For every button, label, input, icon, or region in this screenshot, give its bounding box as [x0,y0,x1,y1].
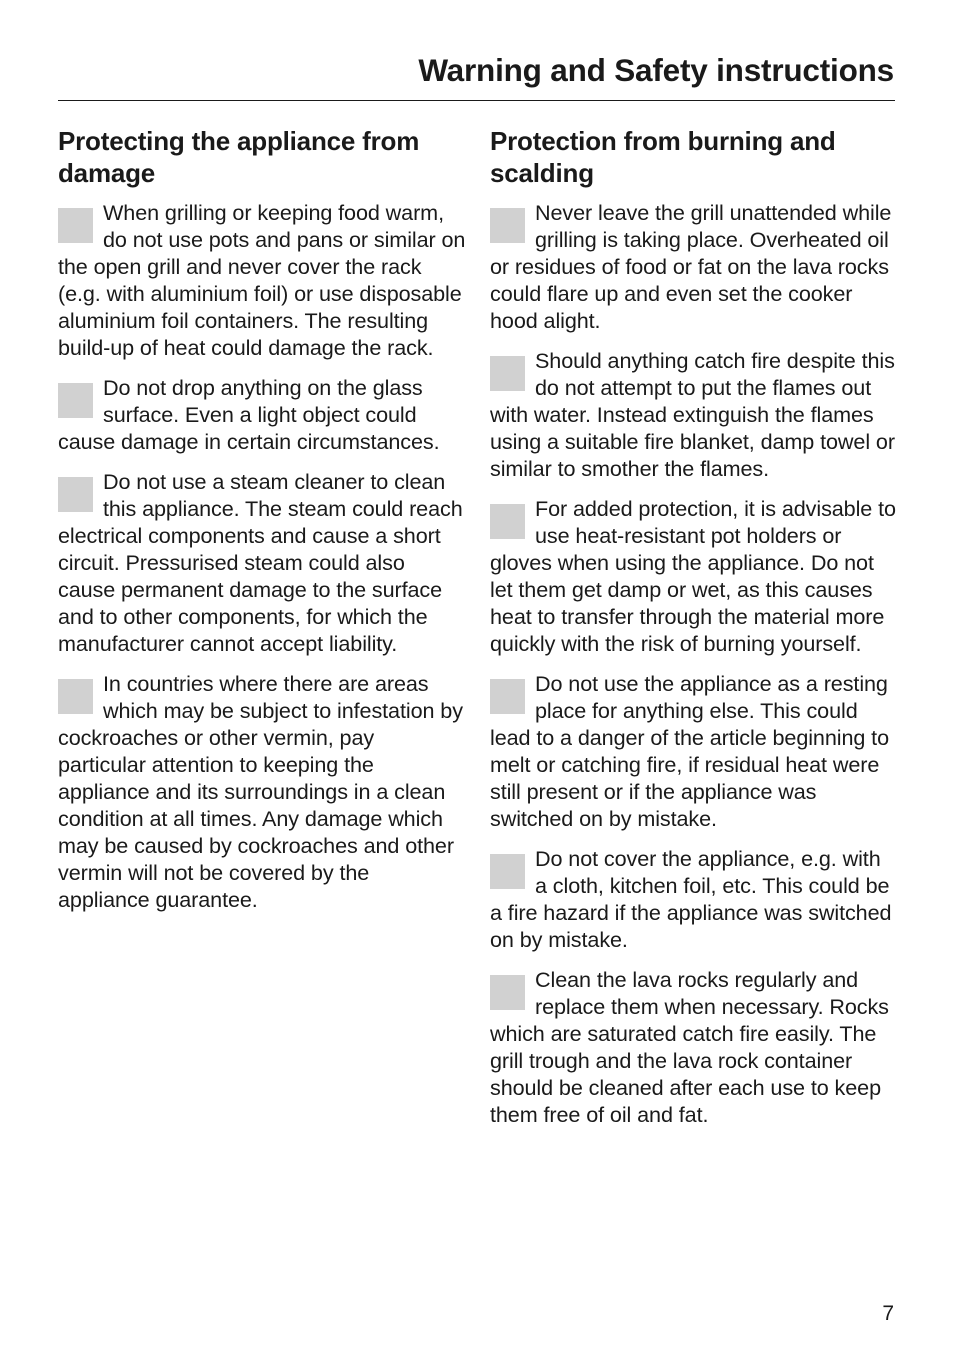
warning-text: Do not use a steam cleaner to clean this appliance. The steam could reach electrical components and cause a short circuit. Pressurised steam could also cause permanent damage to the surface and to other components, for which the manufacturer cannot accept liability. [58,469,463,656]
warning-marker-icon [58,679,93,714]
warning-text: Never leave the grill unattended while grilling is taking place. Overheated oil or residues of food or fat on the lava rocks could flare up and even set the cooker hood alight. [490,200,892,333]
title-divider [58,100,895,101]
warning-marker-icon [58,477,93,512]
right-column [490,125,898,1141]
warning-text: Do not use the appliance as a resting place for anything else. This could lead to a danger of the article beginning to melt or catching fire, if residual heat were still present or if the appliance was switched on by mistake. [490,671,889,831]
warning-marker-icon [490,356,525,391]
warning-text: Clean the lava rocks regularly and replace them when necessary. Rocks which are saturated catch fire easily. The grill trough and the lava rock container should be cleaned after each use to keep them free of oil and fat. [490,967,889,1127]
section-heading-damage: Protecting the appliance from damage [58,126,420,188]
warning-item [490,347,898,482]
left-column [58,125,466,926]
warning-text: Do not drop anything on the glass surface. Even a light object could cause damage in certain circumstances. [58,375,440,454]
warning-item [58,374,466,455]
warning-text: For added protection, it is advisable to use heat-resistant pot holders or gloves when using the appliance. Do not let them get damp or wet, as this causes heat to transfer through the material more quickly with the risk of burning yourself. [490,496,896,656]
warning-text: Should anything catch fire despite this do not attempt to put the flames out with water. Instead extinguish the flames using a suitable fire blanket, damp towel or similar to smother the flames. [490,348,895,481]
warning-marker-icon [58,383,93,418]
warning-item [490,670,898,832]
warning-item [58,199,466,361]
warning-marker-icon [490,854,525,889]
warning-text: Do not cover the appliance, e.g. with a cloth, kitchen foil, etc. This could be a fire hazard if the appliance was switched on by mistake. [490,846,892,952]
warning-marker-icon [490,208,525,243]
page-title: Warning and Safety instructions [418,52,894,88]
warning-item [490,966,898,1128]
warning-item [58,468,466,657]
page-number: 7 [882,1302,894,1325]
warning-marker-icon [490,679,525,714]
warning-item [490,495,898,657]
warning-item [58,670,466,913]
warning-item [490,199,898,334]
section-heading-burning: Protection from burning and scalding [490,126,836,188]
warning-marker-icon [490,975,525,1010]
warning-text: In countries where there are areas which may be subject to infestation by cockroaches or other vermin, pay particular attention to keeping the appliance and its surroundings in a clean condition at all times. Any damage which may be caused by cockroaches and other vermin will not be covered by the appliance guarantee. [58,671,463,912]
warning-item [490,845,898,953]
warning-text: When grilling or keeping food warm, do not use pots and pans or similar on the open grill and never cover the rack (e.g. with aluminium foil) or use disposable aluminium foil containers. The resulting build-up of heat could damage the rack. [58,200,466,360]
warning-marker-icon [58,208,93,243]
warning-marker-icon [490,504,525,539]
